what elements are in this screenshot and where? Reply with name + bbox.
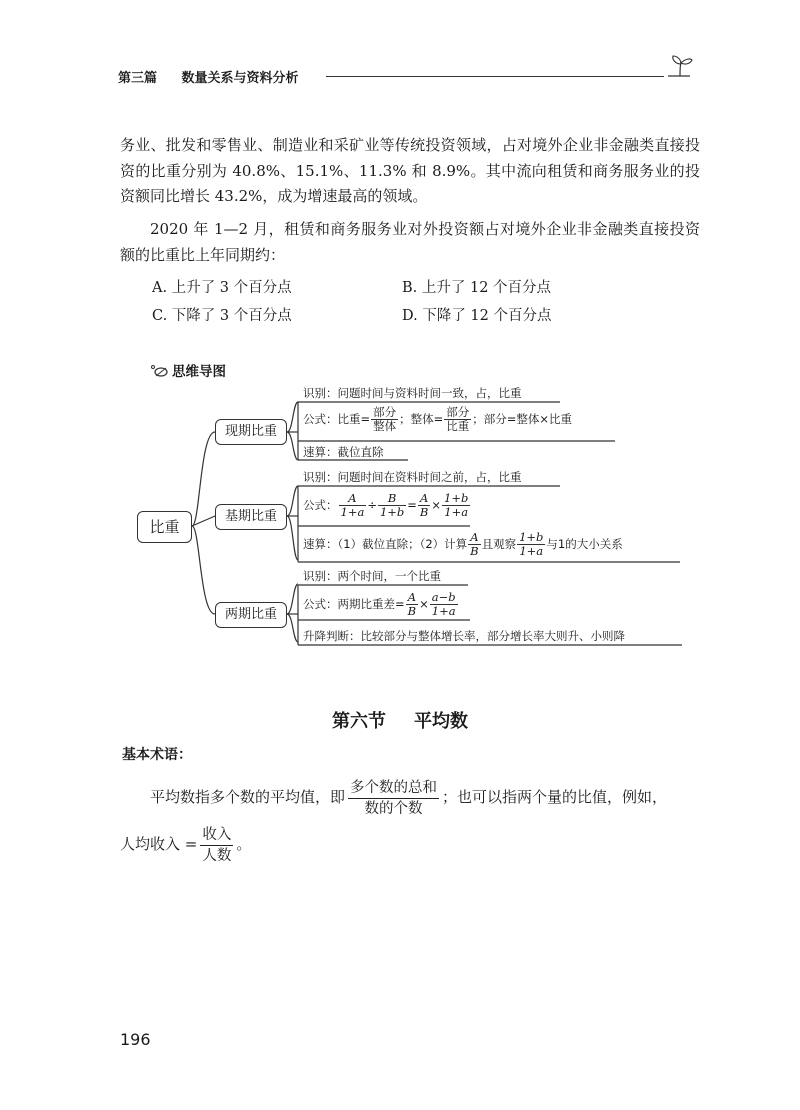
terms-line2-b: 。: [236, 835, 252, 853]
b3-f2-num: a−b: [431, 590, 456, 604]
b2-calc-frac-1: [468, 531, 480, 558]
mindmap-root: 比重: [137, 511, 192, 543]
b2-frac-3: [418, 492, 430, 519]
b2-f3-num: A: [419, 491, 429, 505]
b1-formula-mid: ；整体=: [399, 412, 444, 426]
b3-times: ×: [419, 597, 429, 611]
b2-f3-den: B: [419, 505, 429, 519]
header-title: 数量关系与资料分析: [181, 71, 299, 86]
b2-f2-num: B: [387, 491, 397, 505]
option-b: B. 上升了 12 个百分点: [402, 280, 552, 296]
b1-formula: [303, 406, 572, 433]
b3-f1-den: B: [407, 604, 417, 618]
b2-f1-num: A: [348, 491, 357, 505]
b1-recognition: 识别：问题时间与资料时间一致，占，比重: [303, 386, 522, 400]
b2-div: ÷: [367, 498, 377, 512]
b1-formula-tail: ；部分=整体×比重: [472, 412, 573, 426]
b2-f4-num: 1+b: [444, 491, 469, 505]
b2-calc-mid: 且观察: [481, 537, 517, 551]
b3-f2-den: 1+a: [431, 604, 456, 618]
mindmap-title-text: 思维导图: [172, 364, 226, 380]
b2-calc: [303, 531, 623, 558]
avg-frac-den: 数的个数: [364, 800, 423, 817]
avg-frac-num: 多个数的总和: [348, 778, 439, 799]
terms-heading: 基本术语：: [122, 747, 192, 763]
b2-calc-frac-2: [517, 531, 545, 558]
b2-f4-den: 1+a: [444, 505, 469, 519]
branch-two-period-ratio: 两期比重: [215, 602, 287, 628]
b2-frac-4: [442, 492, 470, 519]
b2-cf1-den: B: [470, 544, 479, 558]
per-capita-fraction: [200, 825, 233, 866]
b3-frac-1: [406, 591, 418, 618]
option-d: D. 下降了 12 个百分点: [402, 308, 552, 324]
b3-formula: [303, 591, 459, 618]
branch-current-ratio: 现期比重: [215, 419, 287, 445]
header-part: 第三篇: [118, 71, 158, 86]
b2-times: ×: [431, 498, 442, 512]
b1-frac2-den: 比重: [446, 419, 470, 433]
b1-frac-1: [371, 406, 398, 433]
b1-frac2-num: 部分: [446, 405, 470, 419]
b1-frac-2: [444, 406, 471, 433]
b2-calc-tail: 与1的大小关系: [546, 537, 623, 551]
terms-line2-a: 人均收入 =: [120, 835, 198, 853]
b2-frac-2: [378, 492, 406, 519]
b3-recognition: 识别：两个时间，一个比重: [303, 569, 441, 583]
terms-line1-a: 平均数指多个数的平均值，即: [150, 788, 346, 806]
b3-formula-prefix: 公式：两期比重差=: [303, 597, 405, 611]
b1-calc: 速算：截位直除: [303, 445, 384, 459]
b2-f2-den: 1+b: [379, 505, 405, 519]
option-c: C. 下降了 3 个百分点: [152, 308, 292, 324]
question-text: 2020 年 1—2 月，租赁和商务服务业对外投资额占对境外企业非金融类直接投资额的比重比上年同期约：: [120, 220, 700, 264]
pc-frac-den: 人数: [202, 847, 232, 864]
b2-calc-prefix: 速算：（1）截位直除；（2）计算: [303, 537, 468, 551]
b3-judgement: 升降判断：比较部分与整体增长率，部分增长率大则升、小则降: [303, 629, 625, 643]
b1-formula-prefix: 公式：比重=: [303, 412, 371, 426]
section-number: 第六节: [332, 711, 386, 732]
b2-cf1-num: A: [470, 530, 479, 544]
b2-f1-den: 1+a: [340, 505, 365, 519]
paragraph-1: 务业、批发和零售业、制造业和采矿业等传统投资领域，占对境外企业非金融类直接投资的比重分别为 40.8%、15.1%、11.3% 和 8.9%。其中流向租赁和商务服务业的投资额同比增长 43.2%，成为增速最高的领域。: [120, 136, 700, 205]
option-a: A. 上升了 3 个百分点: [152, 280, 292, 296]
b2-recognition: 识别：问题时间在资料时间之前，占，比重: [303, 470, 522, 484]
page-number: 196: [120, 1030, 151, 1049]
b2-formula: [303, 492, 471, 519]
b2-formula-prefix: 公式：: [303, 498, 338, 512]
b1-frac1-den: 整体: [373, 419, 397, 433]
pc-frac-num: 收入: [200, 825, 233, 846]
section-name: 平均数: [414, 711, 468, 732]
avg-fraction: [348, 778, 439, 819]
b3-frac-2: [430, 591, 458, 618]
b3-f1-num: A: [407, 590, 417, 604]
terms-line-2: [120, 822, 680, 866]
b2-cf2-num: 1+b: [519, 530, 544, 544]
b2-frac-1: [339, 492, 367, 519]
branch-base-ratio: 基期比重: [215, 504, 287, 530]
b2-eq: =: [407, 498, 417, 512]
b1-frac1-num: 部分: [373, 405, 397, 419]
terms-line1-b: ；也可以指两个量的比值，例如，: [442, 788, 668, 806]
section-title: [0, 707, 800, 733]
b2-cf2-den: 1+a: [519, 544, 544, 558]
terms-line-1: [150, 775, 710, 819]
